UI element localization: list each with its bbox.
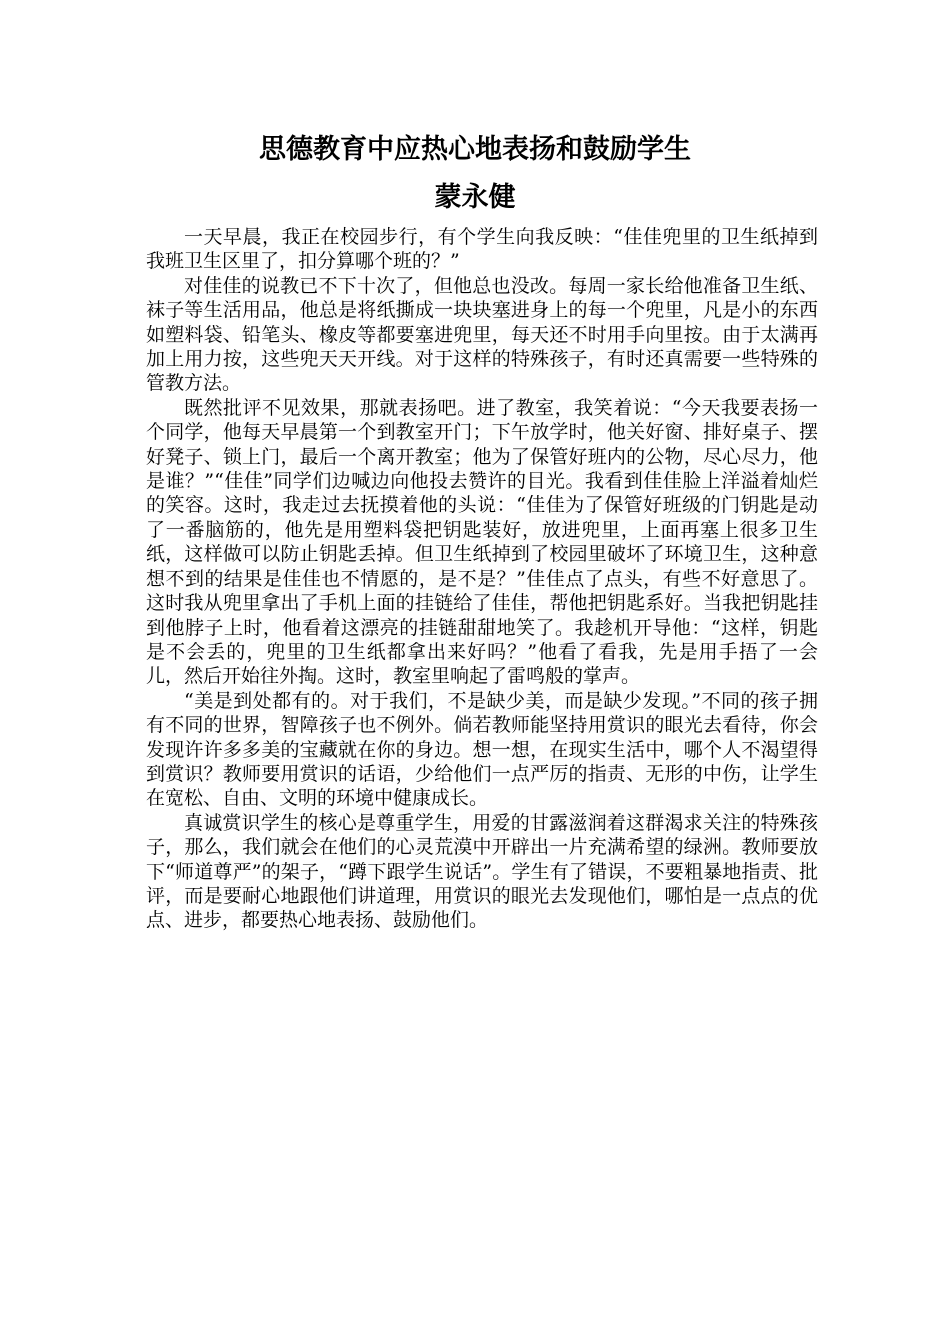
document-body: [146, 225, 818, 933]
document-title: 思德教育中应热心地表扬和鼓励学生: [259, 134, 691, 165]
paragraph: 真诚赏识学生的核心是尊重学生，用爱的甘露滋润着这群渴求关注的特殊孩子，那么，我们就会在他们的心灵荒漠中开辟出一片充满希望的绿洲。教师要放下“师道尊严”的架子，“蹲下跟学生说话”。学生有了错误，不要粗暴地指责、批评，而是要耐心地跟他们讲道理，用赏识的眼光去发现他们，哪怕是一点点的优点、进步，都要热心地表扬、鼓励他们。: [146, 811, 818, 932]
paragraph: “美是到处都有的。对于我们，不是缺少美，而是缺少发现。”不同的孩子拥有不同的世界，智障孩子也不例外。倘若教师能坚持用赏识的眼光去看待，你会发现许许多多美的宝藏就在你的身边。想一想，在现实生活中，哪个人不渴望得到赏识？教师要用赏识的话语，少给他们一点严厉的指责、无形的中伤，让学生在宽松、自由、文明的环境中健康成长。: [146, 689, 818, 810]
paragraph: 对佳佳的说教已不下十次了，但他总也没改。每周一家长给他准备卫生纸、袜子等生活用品，他总是将纸撕成一块块塞进身上的每一个兜里，凡是小的东西如塑料袋、铅笔头、橡皮等都要塞进兜里，每天还不时用手向里按。由于太满再加上用力按，这些兜天天开线。对于这样的特殊孩子，有时还真需要一些特殊的管教方法。: [146, 274, 818, 395]
paragraph: 既然批评不见效果，那就表扬吧。进了教室，我笑着说：“今天我要表扬一个同学，他每天早晨第一个到教室开门；下午放学时，他关好窗、排好桌子、摆好凳子、锁上门，最后一个离开教室；他为了保管好班内的公物，尽心尽力，他是谁？”“佳佳”同学们边喊边向他投去赞许的目光。我看到佳佳脸上洋溢着灿烂的笑容。这时，我走过去抚摸着他的头说：“佳佳为了保管好班级的门钥匙是动了一番脑筋的，他先是用塑料袋把钥匙装好，放进兜里，上面再塞上很多卫生纸，这样做可以防止钥匙丢掉。但卫生纸掉到了校园里破坏了环境卫生，这种意想不到的结果是佳佳也不情愿的，是不是？”佳佳点了点头，有些不好意思了。这时我从兜里拿出了手机上面的挂链给了佳佳，帮他把钥匙系好。当我把钥匙挂到他脖子上时，他看着这漂亮的挂链甜甜地笑了。我趁机开导他：“这样，钥匙是不会丢的，兜里的卫生纸都拿出来好吗？”他看了看我，先是用手捂了一会儿，然后开始往外掏。这时，教室里响起了雷鸣般的掌声。: [146, 396, 818, 688]
document-author: 蒙永健: [434, 182, 516, 213]
paragraph: 一天早晨，我正在校园步行，有个学生向我反映：“佳佳兜里的卫生纸掉到我班卫生区里了，扣分算哪个班的？”: [146, 226, 818, 273]
